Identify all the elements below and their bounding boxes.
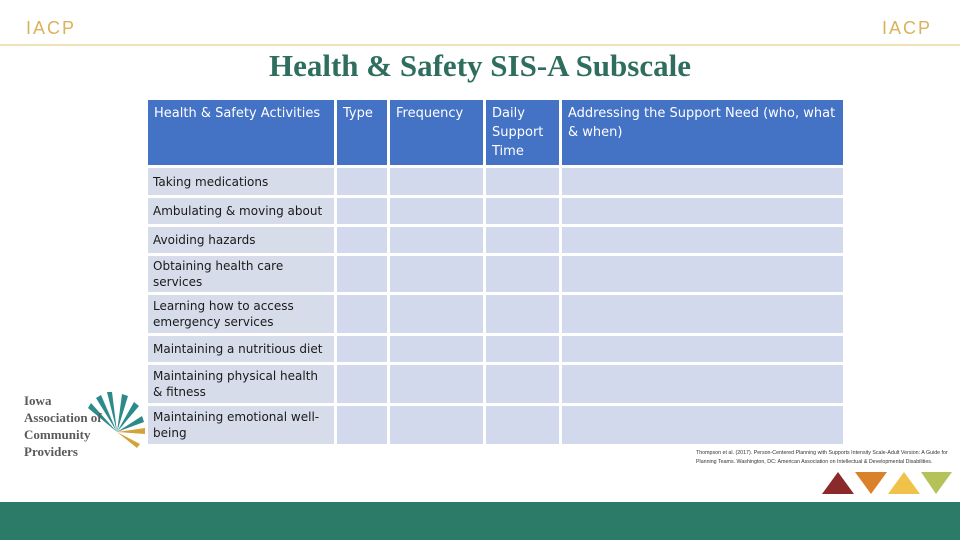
support-need-cell[interactable] <box>562 365 843 403</box>
type-cell[interactable] <box>337 295 387 333</box>
brand-logo-left: IACP <box>26 18 77 38</box>
type-cell[interactable] <box>337 227 387 253</box>
table-row <box>148 295 843 333</box>
daily-support-time-cell[interactable] <box>486 406 559 444</box>
table-row <box>148 406 843 444</box>
activity-cell: Maintaining emotional well-being <box>148 406 334 444</box>
frequency-cell[interactable] <box>390 295 483 333</box>
daily-support-time-cell[interactable] <box>486 295 559 333</box>
activity-cell: Learning how to access emergency services <box>148 295 334 333</box>
page-title: Health & Safety SIS-A Subscale <box>269 48 691 83</box>
support-need-cell[interactable] <box>562 336 843 362</box>
table-row <box>148 365 843 403</box>
logo-line: Community <box>24 427 91 442</box>
support-need-cell[interactable] <box>562 295 843 333</box>
column-header-frequency: Frequency <box>390 100 483 165</box>
daily-support-time-cell[interactable] <box>486 365 559 403</box>
frequency-cell[interactable] <box>390 336 483 362</box>
frequency-cell[interactable] <box>390 227 483 253</box>
column-header-type: Type <box>337 100 387 165</box>
column-header-daily-support-time: Daily Support Time <box>486 100 559 165</box>
column-header-activities: Health & Safety Activities <box>148 100 334 165</box>
table-row <box>148 336 843 362</box>
support-need-cell[interactable] <box>562 406 843 444</box>
footer-bar <box>0 502 960 540</box>
activity-cell: Obtaining health care services <box>148 256 334 292</box>
column-header-support-need: Addressing the Support Need (who, what & when) <box>562 100 843 165</box>
sis-subscale-table <box>145 97 846 447</box>
logo-line: Iowa <box>24 393 52 408</box>
table-row <box>148 198 843 224</box>
type-cell[interactable] <box>337 406 387 444</box>
support-need-cell[interactable] <box>562 198 843 224</box>
type-cell[interactable] <box>337 365 387 403</box>
frequency-cell[interactable] <box>390 406 483 444</box>
frequency-cell[interactable] <box>390 168 483 195</box>
frequency-cell[interactable] <box>390 256 483 292</box>
activity-cell: Taking medications <box>148 168 334 195</box>
organization-logo-text <box>24 392 102 460</box>
support-need-cell[interactable] <box>562 227 843 253</box>
daily-support-time-cell[interactable] <box>486 168 559 195</box>
table-row <box>148 168 843 195</box>
support-need-cell[interactable] <box>562 256 843 292</box>
activity-cell: Maintaining a nutritious diet <box>148 336 334 362</box>
triangle-decoration-icon <box>822 472 952 494</box>
header-divider <box>0 44 960 46</box>
table-row <box>148 227 843 253</box>
citation-text: Thompson et al. (2017). Person-Centered Planning with Supports Intensity Scale-Adult Version: A Guide for Planning Teams. Washington, DC: American Association on Intellectual & Developmental Disabilities. <box>696 450 948 465</box>
table-header-row <box>148 100 843 165</box>
type-cell[interactable] <box>337 256 387 292</box>
logo-line: Association of <box>24 410 102 425</box>
activity-cell: Maintaining physical health & fitness <box>148 365 334 403</box>
activity-cell: Ambulating & moving about <box>148 198 334 224</box>
activity-cell: Avoiding hazards <box>148 227 334 253</box>
daily-support-time-cell[interactable] <box>486 256 559 292</box>
support-need-cell[interactable] <box>562 168 843 195</box>
frequency-cell[interactable] <box>390 198 483 224</box>
type-cell[interactable] <box>337 198 387 224</box>
frequency-cell[interactable] <box>390 365 483 403</box>
type-cell[interactable] <box>337 168 387 195</box>
logo-line: Providers <box>24 444 78 459</box>
daily-support-time-cell[interactable] <box>486 227 559 253</box>
type-cell[interactable] <box>337 336 387 362</box>
daily-support-time-cell[interactable] <box>486 198 559 224</box>
table-row <box>148 256 843 292</box>
daily-support-time-cell[interactable] <box>486 336 559 362</box>
brand-logo-right: IACP <box>881 18 932 38</box>
